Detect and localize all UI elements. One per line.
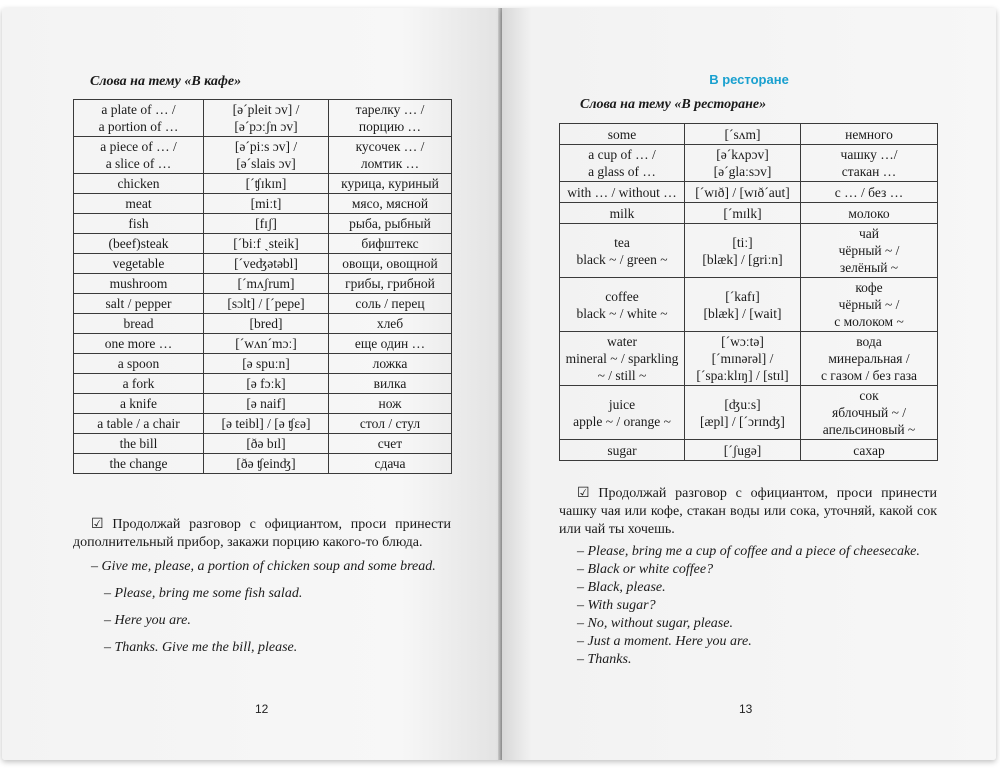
cafe-vocab-cell-ru: счет bbox=[329, 434, 452, 454]
cafe-vocab-row bbox=[74, 274, 452, 294]
cafe-vocab-cell-en: a plate of … / a portion of … bbox=[74, 100, 204, 137]
cafe-vocab-cell-ru: сдача bbox=[329, 454, 452, 474]
restaurant-vocab-row bbox=[560, 278, 938, 332]
restaurant-vocab-cell-en: sugar bbox=[560, 440, 685, 461]
restaurant-dialog-line-3: – Black, please. bbox=[577, 580, 666, 595]
restaurant-vocab-cell-ipa: [tiː] [blæk] / [griːn] bbox=[685, 224, 801, 278]
cafe-vocab-cell-ipa: [´wʌn´mɔː] bbox=[204, 334, 329, 354]
restaurant-vocab-cell-ipa: [´wɪð] / [wɪð´aut] bbox=[685, 182, 801, 203]
page-number-right: 13 bbox=[739, 702, 753, 716]
cafe-vocab-row bbox=[74, 137, 452, 174]
cafe-vocab-cell-ipa: [´biːf ˏsteik] bbox=[204, 234, 329, 254]
cafe-vocab-cell-ipa: [ə´piːs ɔv] / [ə´slais ɔv] bbox=[204, 137, 329, 174]
restaurant-vocab-cell-en: water mineral ~ / sparkling ~ / still ~ bbox=[560, 332, 685, 386]
cafe-vocab-title: Слова на тему «В кафе» bbox=[90, 74, 242, 89]
restaurant-vocab-cell-ru: немного bbox=[801, 124, 938, 145]
restaurant-dialog-line-1: – Please, bring me a cup of coffee and a piece of cheesecake. bbox=[577, 544, 920, 559]
restaurant-vocab-cell-ru: сахар bbox=[801, 440, 938, 461]
cafe-vocab-cell-ipa: [ə teibl] / [ə ʧɛə] bbox=[204, 414, 329, 434]
restaurant-vocab-row bbox=[560, 203, 938, 224]
cafe-vocab-row bbox=[74, 234, 452, 254]
cafe-dialog-line-2: – Please, bring me some fish salad. bbox=[104, 586, 303, 601]
restaurant-vocab-cell-ru: с … / без … bbox=[801, 182, 938, 203]
cafe-vocab-body bbox=[74, 100, 452, 474]
cafe-vocab-cell-ipa: [ə´pleit ɔv] / [ə´pɔːʃn ɔv] bbox=[204, 100, 329, 137]
cafe-vocab-cell-ipa: [ə naif] bbox=[204, 394, 329, 414]
cafe-vocab-cell-en: vegetable bbox=[74, 254, 204, 274]
cafe-task-text: ☑ Продолжай разговор с официантом, проси принести дополнительный прибор, закажи порцию какого-то блюда. bbox=[73, 517, 451, 550]
restaurant-vocab-cell-en: juice apple ~ / orange ~ bbox=[560, 386, 685, 440]
cafe-vocab-row bbox=[74, 354, 452, 374]
restaurant-vocab-cell-ru: сок яблочный ~ / апельсиновый ~ bbox=[801, 386, 938, 440]
cafe-vocab-cell-ru: еще один … bbox=[329, 334, 452, 354]
cafe-vocab-row bbox=[74, 100, 452, 137]
restaurant-task-text: ☑ Продолжай разговор с официантом, проси принести чашку чая или кофе, стакан воды или сока, уточняй, какой сок или чай ты хочешь. bbox=[559, 486, 937, 537]
right-page bbox=[502, 8, 996, 760]
cafe-vocab-cell-ru: стол / стул bbox=[329, 414, 452, 434]
cafe-vocab-cell-en: chicken bbox=[74, 174, 204, 194]
restaurant-vocab-title: Слова на тему «В ресторане» bbox=[580, 97, 767, 112]
cafe-vocab-cell-ru: курица, куриный bbox=[329, 174, 452, 194]
restaurant-vocab-row bbox=[560, 124, 938, 145]
cafe-vocab-cell-ipa: [ðə ʧeinʤ] bbox=[204, 454, 329, 474]
cafe-vocab-row bbox=[74, 174, 452, 194]
restaurant-vocab-table bbox=[559, 123, 938, 461]
cafe-vocab-cell-ipa: [ə fɔːk] bbox=[204, 374, 329, 394]
restaurant-vocab-row bbox=[560, 332, 938, 386]
cafe-vocab-row bbox=[74, 314, 452, 334]
cafe-vocab-row bbox=[74, 454, 452, 474]
restaurant-vocab-cell-en: some bbox=[560, 124, 685, 145]
cafe-vocab-cell-ipa: [´ʧɪkɪn] bbox=[204, 174, 329, 194]
restaurant-vocab-row bbox=[560, 224, 938, 278]
cafe-vocab-cell-en: a table / a chair bbox=[74, 414, 204, 434]
cafe-vocab-cell-ipa: [´veʤətəbl] bbox=[204, 254, 329, 274]
cafe-vocab-cell-en: (beef)steak bbox=[74, 234, 204, 254]
cafe-vocab-cell-ipa: [ðə bɪl] bbox=[204, 434, 329, 454]
restaurant-vocab-cell-en: tea black ~ / green ~ bbox=[560, 224, 685, 278]
restaurant-vocab-cell-ipa: [´wɔːtə] [´mɪnərəl] / [´spaːklɪŋ] / [stɪl] bbox=[685, 332, 801, 386]
restaurant-vocab-cell-ipa: [ə´kʌpɔv] [ə´glaːsɔv] bbox=[685, 145, 801, 182]
restaurant-exercise bbox=[559, 485, 937, 669]
restaurant-vocab-cell-en: coffee black ~ / white ~ bbox=[560, 278, 685, 332]
restaurant-vocab-row bbox=[560, 386, 938, 440]
restaurant-vocab-cell-ipa: [ʤuːs] [æpl] / [´ɔrɪnʤ] bbox=[685, 386, 801, 440]
cafe-vocab-cell-ru: вилка bbox=[329, 374, 452, 394]
restaurant-vocab-cell-ru: молоко bbox=[801, 203, 938, 224]
restaurant-dialog-line-6: – Just a moment. Here you are. bbox=[577, 634, 752, 649]
cafe-vocab-cell-ipa: [ə spuːn] bbox=[204, 354, 329, 374]
restaurant-dialog-line-2: – Black or white coffee? bbox=[577, 562, 714, 577]
cafe-vocab-cell-en: the change bbox=[74, 454, 204, 474]
cafe-vocab-row bbox=[74, 374, 452, 394]
restaurant-vocab-cell-en: milk bbox=[560, 203, 685, 224]
cafe-exercise bbox=[73, 516, 451, 657]
cafe-vocab-cell-ru: грибы, грибной bbox=[329, 274, 452, 294]
restaurant-vocab-body bbox=[560, 124, 938, 461]
cafe-vocab-row bbox=[74, 194, 452, 214]
restaurant-dialog-line-5: – No, without sugar, please. bbox=[577, 616, 733, 631]
cafe-dialog-line-1: – Give me, please, a portion of chicken soup and some bread. bbox=[91, 559, 436, 574]
cafe-dialog-line-3: – Here you are. bbox=[104, 613, 191, 628]
restaurant-vocab-row bbox=[560, 145, 938, 182]
cafe-vocab-cell-ru: тарелку … / порцию … bbox=[329, 100, 452, 137]
cafe-vocab-cell-en: a piece of … / a slice of … bbox=[74, 137, 204, 174]
cafe-vocab-row bbox=[74, 214, 452, 234]
cafe-vocab-cell-ipa: [fɪʃ] bbox=[204, 214, 329, 234]
cafe-vocab-cell-en: a knife bbox=[74, 394, 204, 414]
restaurant-vocab-cell-ru: чашку …/ стакан … bbox=[801, 145, 938, 182]
cafe-vocab-cell-en: meat bbox=[74, 194, 204, 214]
cafe-vocab-row bbox=[74, 334, 452, 354]
cafe-vocab-cell-ru: соль / перец bbox=[329, 294, 452, 314]
cafe-vocab-cell-en: bread bbox=[74, 314, 204, 334]
restaurant-vocab-cell-en: a cup of … / a glass of … bbox=[560, 145, 685, 182]
cafe-vocab-cell-en: the bill bbox=[74, 434, 204, 454]
cafe-vocab-cell-ru: ложка bbox=[329, 354, 452, 374]
left-page bbox=[2, 8, 502, 760]
cafe-vocab-cell-ru: рыба, рыбный bbox=[329, 214, 452, 234]
cafe-vocab-cell-en: a spoon bbox=[74, 354, 204, 374]
cafe-vocab-cell-ru: хлеб bbox=[329, 314, 452, 334]
cafe-vocab-cell-ipa: [´mʌʃrum] bbox=[204, 274, 329, 294]
restaurant-vocab-cell-ru: кофе чёрный ~ / с молоком ~ bbox=[801, 278, 938, 332]
restaurant-vocab-cell-ru: вода минеральная / с газом / без газа bbox=[801, 332, 938, 386]
restaurant-vocab-cell-ipa: [´sʌm] bbox=[685, 124, 801, 145]
page-number-left: 12 bbox=[255, 702, 269, 716]
cafe-vocab-row bbox=[74, 294, 452, 314]
cafe-vocab-cell-ipa: [bred] bbox=[204, 314, 329, 334]
cafe-vocab-cell-ru: бифштекс bbox=[329, 234, 452, 254]
cafe-vocab-cell-en: fish bbox=[74, 214, 204, 234]
cafe-vocab-cell-ru: кусочек … / ломтик … bbox=[329, 137, 452, 174]
cafe-vocab-cell-en: one more … bbox=[74, 334, 204, 354]
restaurant-vocab-cell-ipa: [´ʃugə] bbox=[685, 440, 801, 461]
cafe-vocab-row bbox=[74, 254, 452, 274]
cafe-vocab-cell-en: mushroom bbox=[74, 274, 204, 294]
restaurant-vocab-cell-en: with … / without … bbox=[560, 182, 685, 203]
cafe-vocab-cell-ipa: [sɔlt] / [´pepe] bbox=[204, 294, 329, 314]
restaurant-dialog-line-7: – Thanks. bbox=[577, 652, 632, 667]
cafe-vocab-row bbox=[74, 414, 452, 434]
restaurant-vocab-row bbox=[560, 440, 938, 461]
cafe-vocab-cell-en: salt / pepper bbox=[74, 294, 204, 314]
cafe-vocab-cell-ru: нож bbox=[329, 394, 452, 414]
restaurant-heading: В ресторане bbox=[709, 72, 789, 87]
cafe-dialog-line-4: – Thanks. Give me the bill, please. bbox=[104, 640, 298, 655]
cafe-vocab-table bbox=[73, 99, 452, 474]
cafe-vocab-row bbox=[74, 394, 452, 414]
restaurant-dialog-line-4: – With sugar? bbox=[577, 598, 656, 613]
cafe-vocab-cell-ipa: [miːt] bbox=[204, 194, 329, 214]
cafe-vocab-cell-en: a fork bbox=[74, 374, 204, 394]
restaurant-vocab-row bbox=[560, 182, 938, 203]
restaurant-vocab-cell-ru: чай чёрный ~ / зелёный ~ bbox=[801, 224, 938, 278]
cafe-vocab-cell-ru: мясо, мясной bbox=[329, 194, 452, 214]
cafe-vocab-cell-ru: овощи, овощной bbox=[329, 254, 452, 274]
restaurant-vocab-cell-ipa: [´mɪlk] bbox=[685, 203, 801, 224]
cafe-vocab-row bbox=[74, 434, 452, 454]
restaurant-vocab-cell-ipa: [´kafɪ] [blæk] / [wait] bbox=[685, 278, 801, 332]
